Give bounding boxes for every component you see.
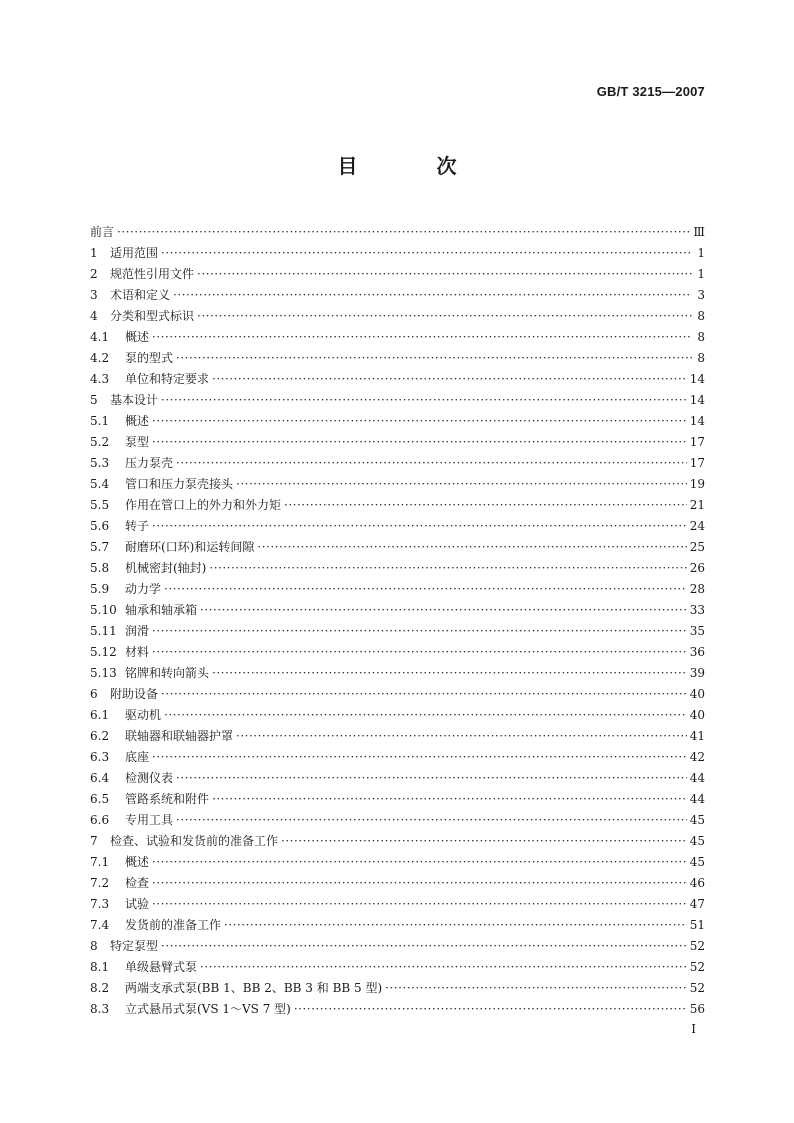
toc-entry[interactable] (90, 954, 705, 975)
toc-entry-number: 5.10 (90, 603, 117, 617)
toc-entry-number: 8.1 (90, 960, 110, 974)
toc-entry[interactable] (90, 765, 705, 786)
toc-entry-number: 1 (90, 246, 98, 260)
toc-entry-number: 6.3 (90, 750, 110, 764)
toc-entry-title: 术语和定义 (110, 288, 171, 302)
dot-leader (152, 329, 692, 345)
toc-entry-number: 6.6 (90, 813, 110, 827)
dot-leader (197, 308, 692, 324)
toc-entry-page: 28 (689, 582, 705, 596)
dot-leader (200, 959, 687, 975)
toc-entry-title: 管口和压力泵壳接头 (125, 477, 234, 491)
dot-leader (152, 518, 687, 534)
dot-leader (176, 350, 692, 366)
toc-entry-title: 驱动机 (125, 708, 162, 722)
toc-entry[interactable] (90, 219, 705, 240)
toc-entry[interactable] (90, 492, 705, 513)
toc-entry[interactable] (90, 639, 705, 660)
toc-entry[interactable] (90, 702, 705, 723)
dot-leader (284, 497, 687, 513)
toc-entry-page: 33 (689, 603, 705, 617)
toc-entry-number: 5.12 (90, 645, 117, 659)
toc-entry[interactable] (90, 828, 705, 849)
toc-entry-title: 规范性引用文件 (110, 267, 195, 281)
dot-leader (117, 224, 690, 240)
toc-entry[interactable] (90, 513, 705, 534)
dot-leader (197, 266, 692, 282)
toc-entry-title: 轴承和轴承箱 (125, 603, 198, 617)
dot-leader (212, 665, 687, 681)
toc-entry-number: 5.3 (90, 456, 110, 470)
toc-entry-title: 单级悬臂式泵 (125, 960, 198, 974)
toc-entry[interactable] (90, 471, 705, 492)
dot-leader (224, 917, 687, 933)
toc-entry-page: 17 (689, 435, 705, 449)
dot-leader (161, 392, 687, 408)
toc-entry-page: 19 (689, 477, 705, 491)
dot-leader (176, 812, 687, 828)
toc-entry[interactable] (90, 870, 705, 891)
toc-entry[interactable] (90, 681, 705, 702)
dot-leader (161, 938, 687, 954)
toc-entry-title: 机械密封(轴封) (125, 561, 207, 575)
toc-entry-number: 6.1 (90, 708, 110, 722)
dot-leader (161, 686, 687, 702)
toc-entry-page: 41 (689, 729, 705, 743)
toc-entry[interactable] (90, 387, 705, 408)
dot-leader (176, 455, 687, 471)
toc-entry-title: 概述 (125, 414, 150, 428)
toc-entry-title: 检查、试验和发货前的准备工作 (110, 834, 279, 848)
dot-leader (173, 287, 692, 303)
dot-leader (212, 791, 687, 807)
toc-entry-page: 44 (689, 792, 705, 806)
toc-entry-title: 发货前的准备工作 (125, 918, 222, 932)
toc-entry-page: 14 (689, 414, 705, 428)
toc-entry-page: 3 (697, 288, 705, 302)
toc-entry[interactable] (90, 807, 705, 828)
toc-entry-number: 4.1 (90, 330, 110, 344)
toc-entry-title: 专用工具 (125, 813, 174, 827)
toc-entry[interactable] (90, 576, 705, 597)
toc-entry[interactable] (90, 282, 705, 303)
dot-leader (212, 371, 687, 387)
toc-entry-number: 8.3 (90, 1002, 110, 1016)
toc-entry-number: 5.7 (90, 540, 110, 554)
toc-entry-page: 47 (689, 897, 705, 911)
toc-entry-number: 4.2 (90, 351, 110, 365)
toc-entry-page: 17 (689, 456, 705, 470)
toc-entry[interactable] (90, 534, 705, 555)
toc-entry-number: 5.4 (90, 477, 110, 491)
table-of-contents (90, 219, 705, 1017)
toc-entry-number: 5 (90, 393, 98, 407)
toc-entry-page: 21 (689, 498, 705, 512)
dot-leader (236, 476, 687, 492)
toc-entry-number: 5.11 (90, 624, 117, 638)
toc-entry-title: 分类和型式标识 (110, 309, 195, 323)
toc-entry-page: Ⅲ (693, 225, 705, 239)
toc-entry[interactable] (90, 597, 705, 618)
toc-entry-number: 6.2 (90, 729, 110, 743)
toc-entry-title: 检查 (125, 876, 150, 890)
toc-entry-title: 润滑 (125, 624, 150, 638)
toc-entry[interactable] (90, 366, 705, 387)
toc-entry[interactable] (90, 345, 705, 366)
toc-entry-title: 基本设计 (110, 393, 159, 407)
dot-leader (152, 434, 687, 450)
toc-entry[interactable] (90, 933, 705, 954)
standard-code: GB/T 3215—2007 (596, 84, 705, 99)
toc-entry-title: 前言 (90, 225, 115, 239)
dot-leader (152, 854, 687, 870)
toc-entry[interactable] (90, 786, 705, 807)
page-folio: I (691, 1022, 696, 1036)
toc-entry-title: 底座 (125, 750, 150, 764)
toc-entry[interactable] (90, 429, 705, 450)
toc-entry-title: 适用范围 (110, 246, 159, 260)
toc-entry-number: 6.5 (90, 792, 110, 806)
toc-entry-page: 14 (689, 372, 705, 386)
toc-entry-number: 2 (90, 267, 98, 281)
toc-entry-number: 5.5 (90, 498, 110, 512)
toc-entry-number: 5.13 (90, 666, 117, 680)
toc-entry-page: 40 (689, 708, 705, 722)
toc-entry-title: 耐磨环(口环)和运转间隙 (125, 540, 255, 554)
toc-entry-page: 52 (689, 981, 705, 995)
toc-entry-number: 4 (90, 309, 98, 323)
toc-entry-page: 24 (689, 519, 705, 533)
toc-entry-number: 6 (90, 687, 98, 701)
toc-entry-title: 概述 (125, 330, 150, 344)
dot-leader (161, 245, 692, 261)
toc-entry[interactable] (90, 891, 705, 912)
toc-entry-title: 材料 (125, 645, 150, 659)
toc-entry[interactable] (90, 261, 705, 282)
toc-entry-page: 46 (689, 876, 705, 890)
toc-entry[interactable] (90, 555, 705, 576)
toc-entry-title: 泵的型式 (125, 351, 174, 365)
toc-entry-title: 概述 (125, 855, 150, 869)
toc-entry-page: 45 (689, 813, 705, 827)
dot-leader (281, 833, 687, 849)
dot-leader (236, 728, 687, 744)
toc-entry-title: 特定泵型 (110, 939, 159, 953)
toc-entry-page: 36 (689, 645, 705, 659)
toc-entry[interactable] (90, 660, 705, 681)
toc-entry-number: 5.2 (90, 435, 110, 449)
toc-entry-page: 26 (689, 561, 705, 575)
toc-entry[interactable] (90, 618, 705, 639)
dot-leader (176, 770, 687, 786)
toc-entry-number: 5.8 (90, 561, 110, 575)
toc-entry-page: 35 (689, 624, 705, 638)
toc-entry-title: 转子 (125, 519, 150, 533)
dot-leader (152, 896, 687, 912)
toc-entry-title: 泵型 (125, 435, 150, 449)
toc-entry-page: 1 (697, 267, 705, 281)
dot-leader (152, 875, 687, 891)
toc-entry-page: 56 (689, 1002, 705, 1016)
toc-entry[interactable] (90, 324, 705, 345)
dot-leader (164, 581, 687, 597)
toc-entry-number: 7.2 (90, 876, 110, 890)
toc-entry-title: 压力泵壳 (125, 456, 174, 470)
toc-entry-title: 动力学 (125, 582, 162, 596)
dot-leader (257, 539, 686, 555)
toc-entry-page: 14 (689, 393, 705, 407)
toc-entry[interactable] (90, 723, 705, 744)
toc-entry-number: 4.3 (90, 372, 110, 386)
dot-leader (152, 644, 687, 660)
toc-entry-number: 5.6 (90, 519, 110, 533)
toc-entry-number: 7.4 (90, 918, 110, 932)
toc-entry-page: 52 (689, 939, 705, 953)
toc-entry-number: 6.4 (90, 771, 110, 785)
toc-entry-title: 两端支承式泵(BB 1、BB 2、BB 3 和 BB 5 型) (125, 981, 383, 995)
toc-entry-page: 40 (689, 687, 705, 701)
toc-entry-title: 试验 (125, 897, 150, 911)
toc-entry-title: 管路系统和附件 (125, 792, 210, 806)
toc-entry-number: 3 (90, 288, 98, 302)
dot-leader (209, 560, 686, 576)
toc-entry-number: 7.1 (90, 855, 110, 869)
toc-entry-number: 7.3 (90, 897, 110, 911)
dot-leader (164, 707, 687, 723)
toc-entry-page: 8 (697, 309, 705, 323)
toc-entry-number: 5.9 (90, 582, 110, 596)
dot-leader (385, 980, 687, 996)
dot-leader (152, 749, 687, 765)
toc-entry-title: 单位和特定要求 (125, 372, 210, 386)
toc-entry[interactable] (90, 849, 705, 870)
toc-entry-page: 1 (697, 246, 705, 260)
toc-entry-page: 8 (697, 351, 705, 365)
toc-entry[interactable] (90, 744, 705, 765)
toc-entry-number: 8.2 (90, 981, 110, 995)
toc-entry[interactable] (90, 408, 705, 429)
toc-entry-page: 51 (689, 918, 705, 932)
toc-entry-page: 39 (689, 666, 705, 680)
toc-entry-page: 45 (689, 834, 705, 848)
toc-entry[interactable] (90, 303, 705, 324)
dot-leader (294, 1001, 687, 1017)
toc-entry-title: 立式悬吊式泵(VS 1～VS 7 型) (125, 1002, 291, 1016)
toc-entry-title: 联轴器和联轴器护罩 (125, 729, 234, 743)
toc-entry[interactable] (90, 912, 705, 933)
dot-leader (152, 623, 687, 639)
toc-entry-title: 附助设备 (110, 687, 159, 701)
toc-entry-page: 52 (689, 960, 705, 974)
toc-entry[interactable] (90, 240, 705, 261)
toc-entry[interactable] (90, 996, 705, 1017)
toc-entry-title: 铭牌和转向箭头 (125, 666, 210, 680)
toc-entry-title: 作用在管口上的外力和外力矩 (125, 498, 282, 512)
toc-entry[interactable] (90, 975, 705, 996)
dot-leader (152, 413, 687, 429)
toc-entry-page: 25 (689, 540, 705, 554)
toc-entry-page: 42 (689, 750, 705, 764)
toc-entry-page: 8 (697, 330, 705, 344)
page-title: 目 次 (337, 154, 493, 178)
toc-entry-title: 检测仪表 (125, 771, 174, 785)
toc-entry-number: 8 (90, 939, 98, 953)
toc-entry[interactable] (90, 450, 705, 471)
toc-entry-page: 44 (689, 771, 705, 785)
toc-entry-page: 45 (689, 855, 705, 869)
toc-entry-number: 5.1 (90, 414, 110, 428)
toc-entry-number: 7 (90, 834, 98, 848)
dot-leader (200, 602, 687, 618)
